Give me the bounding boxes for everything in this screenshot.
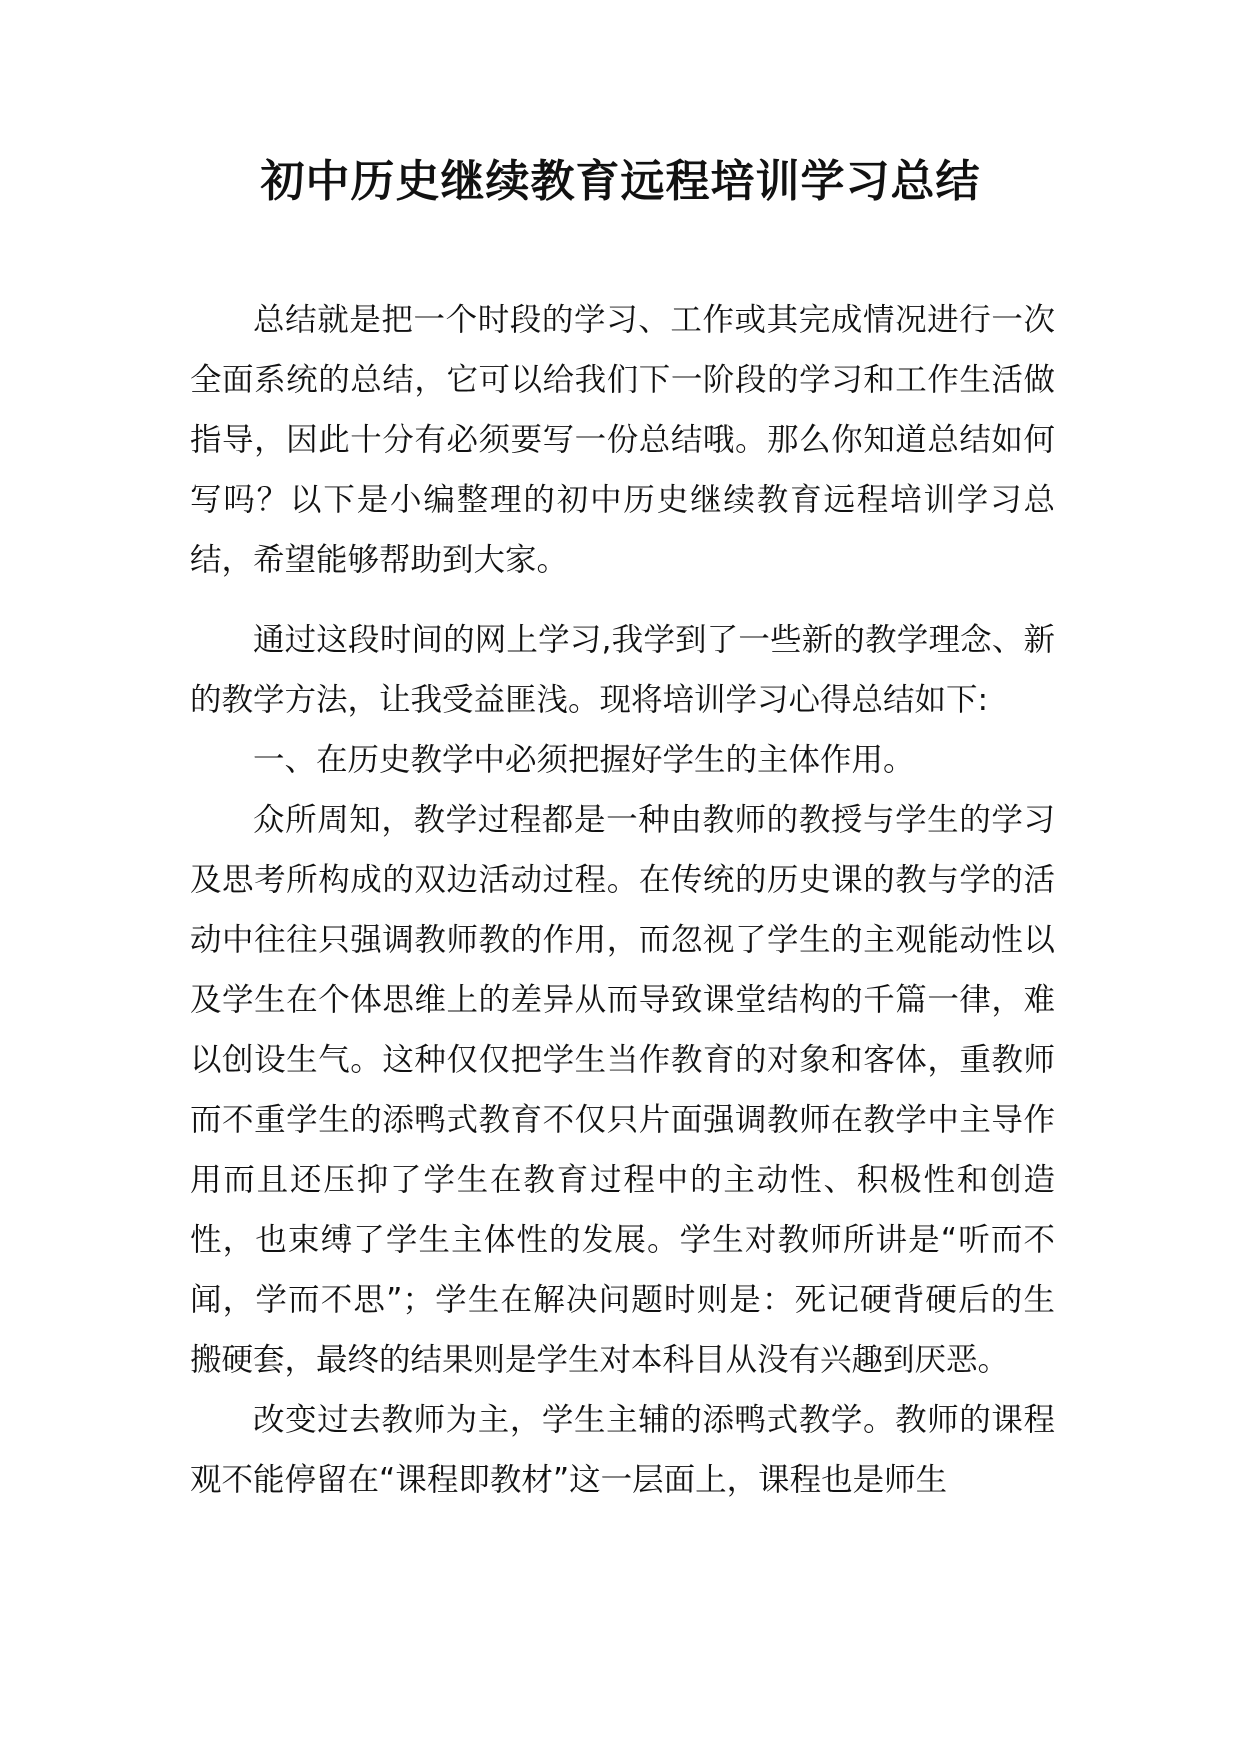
body-paragraph-2: 众所周知，教学过程都是一种由教师的教授与学生的学习及思考所构成的双边活动过程。在传统的历史课的教与学的活动中往往只强调教师教的作用，而忽视了学生的主观能动性以及学生在个体思维上的差异从而导致课堂结构的千篇一律，难以创设生气。这种仅仅把学生当作教育的对象和客体，重教师而不重学生的添鸭式教育不仅只片面强调教师在教学中主导作用而且还压抑了学生在教育过程中的主动性、积极性和创造性，也束缚了学生主体性的发展。学生对教师所讲是“听而不闻，学而不思”；学生在解决问题时则是：死记硬背硬后的生搬硬套，最终的结果则是学生对本科目从没有兴趣到厌恶。 (190, 802, 1055, 1378)
intro-paragraph: 总结就是把一个时段的学习、工作或其完成情况进行一次全面系统的总结，它可以给我们下一阶段的学习和工作生活做指导，因此十分有必须要写一份总结哦。那么你知道总结如何写吗？以下是小编整理的初中历史继续教育远程培训学习总结，希望能够帮助到大家。 (190, 302, 1055, 578)
body-paragraph-1: 通过这段时间的网上学习,我学到了一些新的教学理念、新的教学方法，让我受益匪浅。现将培训学习心得总结如下: (190, 622, 1055, 718)
intro-section (190, 290, 1055, 590)
body-paragraph-3: 改变过去教师为主，学生主辅的添鸭式教学。教师的课程观不能停留在“课程即教材”这一层面上，课程也是师生 (190, 1402, 1055, 1498)
section-heading-1: 一、在历史教学中必须把握好学生的主体作用。 (253, 742, 915, 778)
document-title: 初中历史继续教育远程培训学习总结 (260, 156, 981, 207)
main-section (190, 610, 1055, 1510)
